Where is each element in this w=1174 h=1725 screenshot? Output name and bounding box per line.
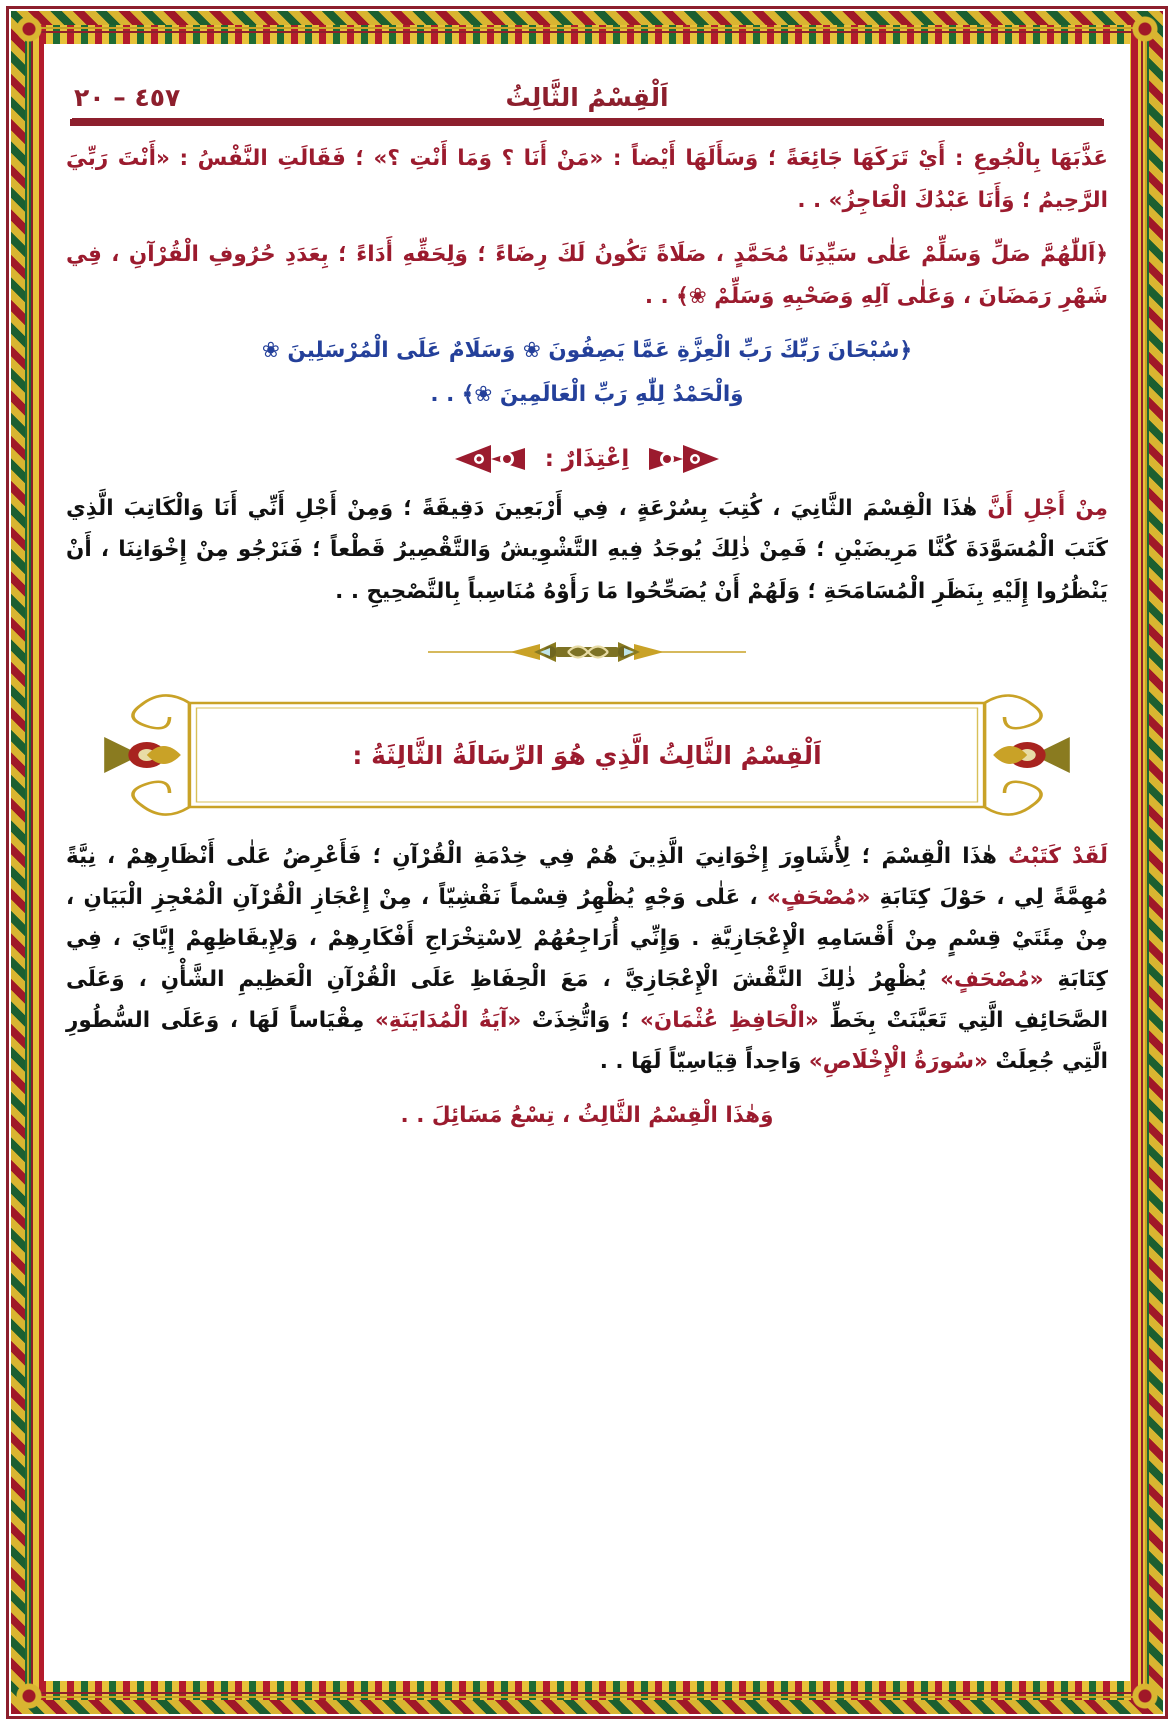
term-ayat-mudayana: «آيَةُ الْمُدَايَنَةِ» xyxy=(374,1007,522,1033)
term-laqad-katabtu: لَقَدْ كَتَبْتُ xyxy=(1008,844,1108,870)
quran-verse-line-1: ﴿سُبْحَانَ رَبِّكَ رَبِّ الْعِزَّةِ عَمَّا يَصِفُونَ ❀ وَسَلَامٌ عَلَى الْمُرْسَلِينَ ❀ xyxy=(261,337,913,363)
term-mushaf-1: «مُصْحَفٍ» xyxy=(766,885,871,911)
section-heading-itidhar xyxy=(62,442,1112,476)
ornament-triangle-left xyxy=(453,442,531,476)
paragraph-third-section-body xyxy=(66,837,1108,1082)
paragraph-apology-rest: هٰذَا الْقِسْمَ الثَّانِيَ ، كُتِبَ بِسُرْعَةٍ ، فِي أَرْبَعِينَ دَقِيقَةً ؛ وَمِنْ أَجْلِ أَنِّي أَنَا وَالْكَاتِبَ الَّذِي كَتَبَ الْمُسَوَّدَةَ كُنَّا مَرِيضَيْنِ ؛ فَمِنْ ذٰلِكَ يُوجَدُ فِيهِ التَّشْوِيشُ وَالتَّقْصِيرُ قَطْعاً ؛ فَنَرْجُو مِنْ إِخْوَانِنَا ، أَنْ يَنْظُرُوا إِلَيْهِ بِنَظَرِ الْمُسَامَحَةِ ؛ وَلَهُمْ أَنْ يُصَحِّحُوا مَا رَأَوْهُ مُنَاسِباً بِالتَّصْحِيحِ . . xyxy=(66,495,1108,605)
para5-seg-6: وَاحِداً قِيَاسِيّاً لَهَا . . xyxy=(599,1048,809,1074)
ornament-triangle-right xyxy=(643,442,721,476)
para5-seg-1: هٰذَا الْقِسْمَ ؛ لِأُشَاوِرَ إِخْوَانِيَ الَّذِينَ هُمْ فِي خِدْمَةِ الْقُرْآنِ ؛ فَأَعْرِضُ عَلٰى أَنْظَارِهِمْ ، نِيَّةً مُهِمَّةً لِي ، حَوْلَ كِتَابَةِ xyxy=(66,844,1108,911)
title-box-label: اَلْقِسْمُ الثَّالِثُ الَّذِي هُوَ الرِّسَالَةُ الثَّالِثَةُ : xyxy=(352,740,822,770)
corner-ornament-bottom-left xyxy=(14,1681,44,1711)
paragraph-nafs-dialogue: عَذَّبَهَا بِالْجُوعِ : أَيْ تَرَكَهَا جَائِعَةً ؛ وَسَأَلَهَا أَيْضاً : «مَنْ أَنَا ؟ وَمَا أَنْتِ ؟» ؛ فَقَالَتِ النَّفْسُ : «أَنْتَ رَبِّيَ الرَّحِيمُ ؛ وَأَنَا عَبْدُكَ الْعَاجِزُ» . . xyxy=(66,146,1108,213)
paragraph-apology-opening-red: مِنْ أَجْلِ أَنَّ xyxy=(987,495,1108,521)
para5-seg-4: ؛ وَاتُّخِذَتْ xyxy=(521,1007,640,1033)
quran-verse-line-2: وَالْحَمْدُ لِلّٰهِ رَبِّ الْعَالَمِينَ ❀﴾ . . xyxy=(430,381,744,407)
term-surat-ikhlas: «سُورَةُ الْإِخْلَاصِ» xyxy=(808,1048,988,1074)
section-heading-label: اِعْتِذَارٌ : xyxy=(544,445,630,472)
para5-seg-5: مِقْيَاساً لَهَا ، وَعَلَى السُّطُورِ الَّتِي جُعِلَتْ xyxy=(66,1007,1108,1074)
gold-ornament-divider xyxy=(422,635,752,669)
corner-ornament-top-left xyxy=(14,14,44,44)
header-divider-rule xyxy=(70,119,1104,126)
page-number: ٤٥٧ – ٢٠ xyxy=(74,83,181,112)
term-mushaf-2: «مُصْحَفٍ» xyxy=(940,966,1044,992)
page-title: اَلْقِسْمُ الثَّالِثُ xyxy=(505,83,669,112)
para5-seg-3: يُظْهِرُ ذٰلِكَ النَّقْشَ الْإِعْجَازِيَّ ، مَعَ الْحِفَاظِ عَلَى الْقُرْآنِ الْعَظِيمِ الشَّأْنِ ، وَعَلَى الصَّحَائِفِ الَّتِي تَعَيَّنَتْ بِخَطِّ xyxy=(66,966,1108,1033)
corner-ornament-top-right xyxy=(1130,14,1160,44)
page-header xyxy=(62,62,1112,114)
page-content xyxy=(44,44,1130,1681)
para5-seg-2: ، عَلٰى وَجْهٍ يُظْهِرُ قِسْماً نَقْشِيّاً ، مِنْ إِعْجَازِ الْقُرْآنِ الْمُعْجِزِ الْبَيَانِ ، مِنْ مِئَتَيْ قِسْمٍ مِنْ أَقْسَامِهِ الْإِعْجَازِيَّةِ . وَإِنِّي أُرَاجِعُهُمْ لِاسْتِخْرَاجِ أَفْكَارِهِمْ ، وَلِإِيقَاظِهِمْ إِيَّايَ ، فِي كِتَابَةِ xyxy=(66,885,1108,992)
paragraph-apology-body xyxy=(66,488,1108,614)
corner-ornament-bottom-right xyxy=(1130,1681,1160,1711)
paragraph-salawat: ﴿اَللّٰهُمَّ صَلِّ وَسَلِّمْ عَلٰى سَيِّدِنَا مُحَمَّدٍ ، صَلَاةً تَكُونُ لَكَ رِضَاءً ؛ وَلِحَقِّهِ أَدَاءً ؛ بِعَدَدِ حُرُوفِ الْقُرْآنِ ، فِي شَهْرِ رَمَضَانَ ، وَعَلٰى آلِهِ وَصَحْبِهِ وَسَلِّمْ ❀﴾ . . xyxy=(66,241,1108,309)
decorative-title-box xyxy=(90,685,1084,825)
term-hafiz-uthman: «الْحَافِظِ عُثْمَانَ» xyxy=(639,1007,819,1033)
closing-line: وَهٰذَا الْقِسْمُ الثَّالِثُ ، تِسْعُ مَسَائِلَ . . xyxy=(400,1103,774,1129)
